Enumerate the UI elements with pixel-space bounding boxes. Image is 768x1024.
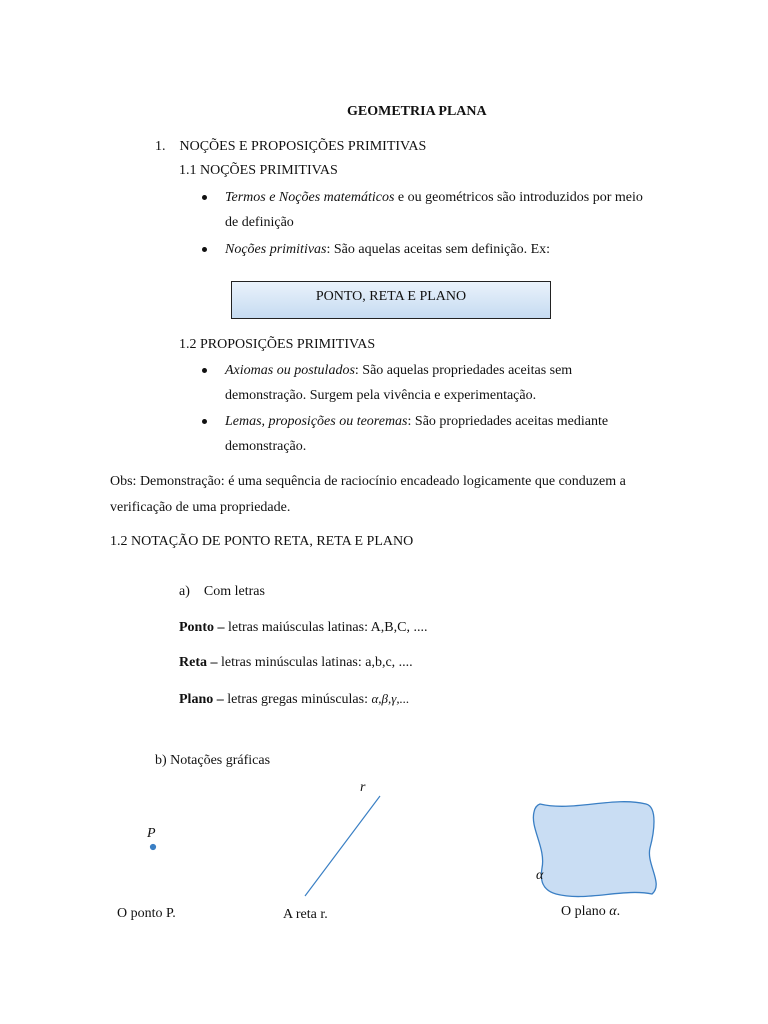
bullet-termos-term: Termos e Noções matemáticos [225,190,395,205]
bullet-axiomas-text: : São aquelas propriedades aceitas sem [354,363,573,378]
plane-caption-period: . [616,904,621,919]
plane-caption [561,903,620,921]
plane-caption-text: O plano [561,904,610,919]
section-1-heading: 1. NOÇÕES E PROPOSIÇÕES PRIMITIVAS [155,139,427,154]
plano-notation [179,690,409,709]
plane-alpha-figure [528,798,662,900]
bullet-lemas-term: Lemas, proposições ou teoremas [225,414,408,429]
bullet-lemas-continuation: demonstração. [225,439,307,454]
line-caption: A reta r. [283,907,328,922]
subsection-1-1-heading: 1.1 NOÇÕES PRIMITIVAS [179,163,338,178]
bullet-axiomas [225,362,572,380]
obs-paragraph-line-2: verificação de uma propriedade. [110,500,291,515]
bullet-lemas-text: : São propriedades aceitas mediante [407,414,609,429]
reta-notation [179,654,413,672]
page-title: GEOMETRIA PLANA [347,104,487,119]
subsection-1-2-heading: 1.2 PROPOSIÇÕES PRIMITIVAS [179,337,376,352]
highlight-box-text: PONTO, RETA E PLANO [315,289,467,304]
bullet-termos [225,189,643,207]
plane-label: α [536,868,544,883]
bullet-marker [202,195,207,200]
ponto-text: letras maiúsculas latinas: A,B,C, .... [224,620,428,635]
plano-text: letras gregas minúsculas: [223,692,372,707]
plane-shape [533,802,656,897]
highlight-box [231,281,551,319]
point-p-figure [148,842,158,852]
line-label: r [360,780,366,795]
bullet-nocoes-text: : São aquelas aceitas sem definição. Ex: [326,242,551,257]
item-b-heading: b) Notações gráficas [155,753,271,768]
line-r-figure [300,792,385,900]
plano-label: Plano – [179,692,224,707]
ponto-label: Ponto – [179,620,225,635]
ponto-notation [179,619,427,637]
reta-text: letras minúsculas latinas: a,b,c, .... [217,655,413,670]
notation-heading: 1.2 NOTAÇÃO DE PONTO RETA, RETA E PLANO [110,534,414,549]
bullet-nocoes [225,241,550,259]
bullet-termos-text: e ou geométricos são introduzidos por meio [394,190,643,205]
point-dot [150,844,155,849]
bullet-axiomas-continuation: demonstração. Surgem pela vivência e experimentação. [225,388,537,403]
reta-label: Reta – [179,655,218,670]
bullet-marker [202,247,207,252]
bullet-termos-continuation: de definição [225,215,294,230]
line-segment [305,796,380,896]
obs-paragraph-line-1: Obs: Demonstração: é uma sequência de raciocínio encadeado logicamente que conduzem a [110,474,626,489]
bullet-axiomas-term: Axiomas ou postulados [225,363,355,378]
bullet-marker [202,368,207,373]
bullet-nocoes-term: Noções primitivas [225,242,327,257]
bullet-lemas [225,413,608,431]
point-label: P [147,826,156,841]
point-caption: O ponto P. [117,906,176,921]
item-a-heading: a) Com letras [179,584,265,599]
plane-caption-symbol: α [609,904,617,919]
bullet-marker [202,419,207,424]
plano-greek-symbols: α,β,γ,... [371,691,410,706]
